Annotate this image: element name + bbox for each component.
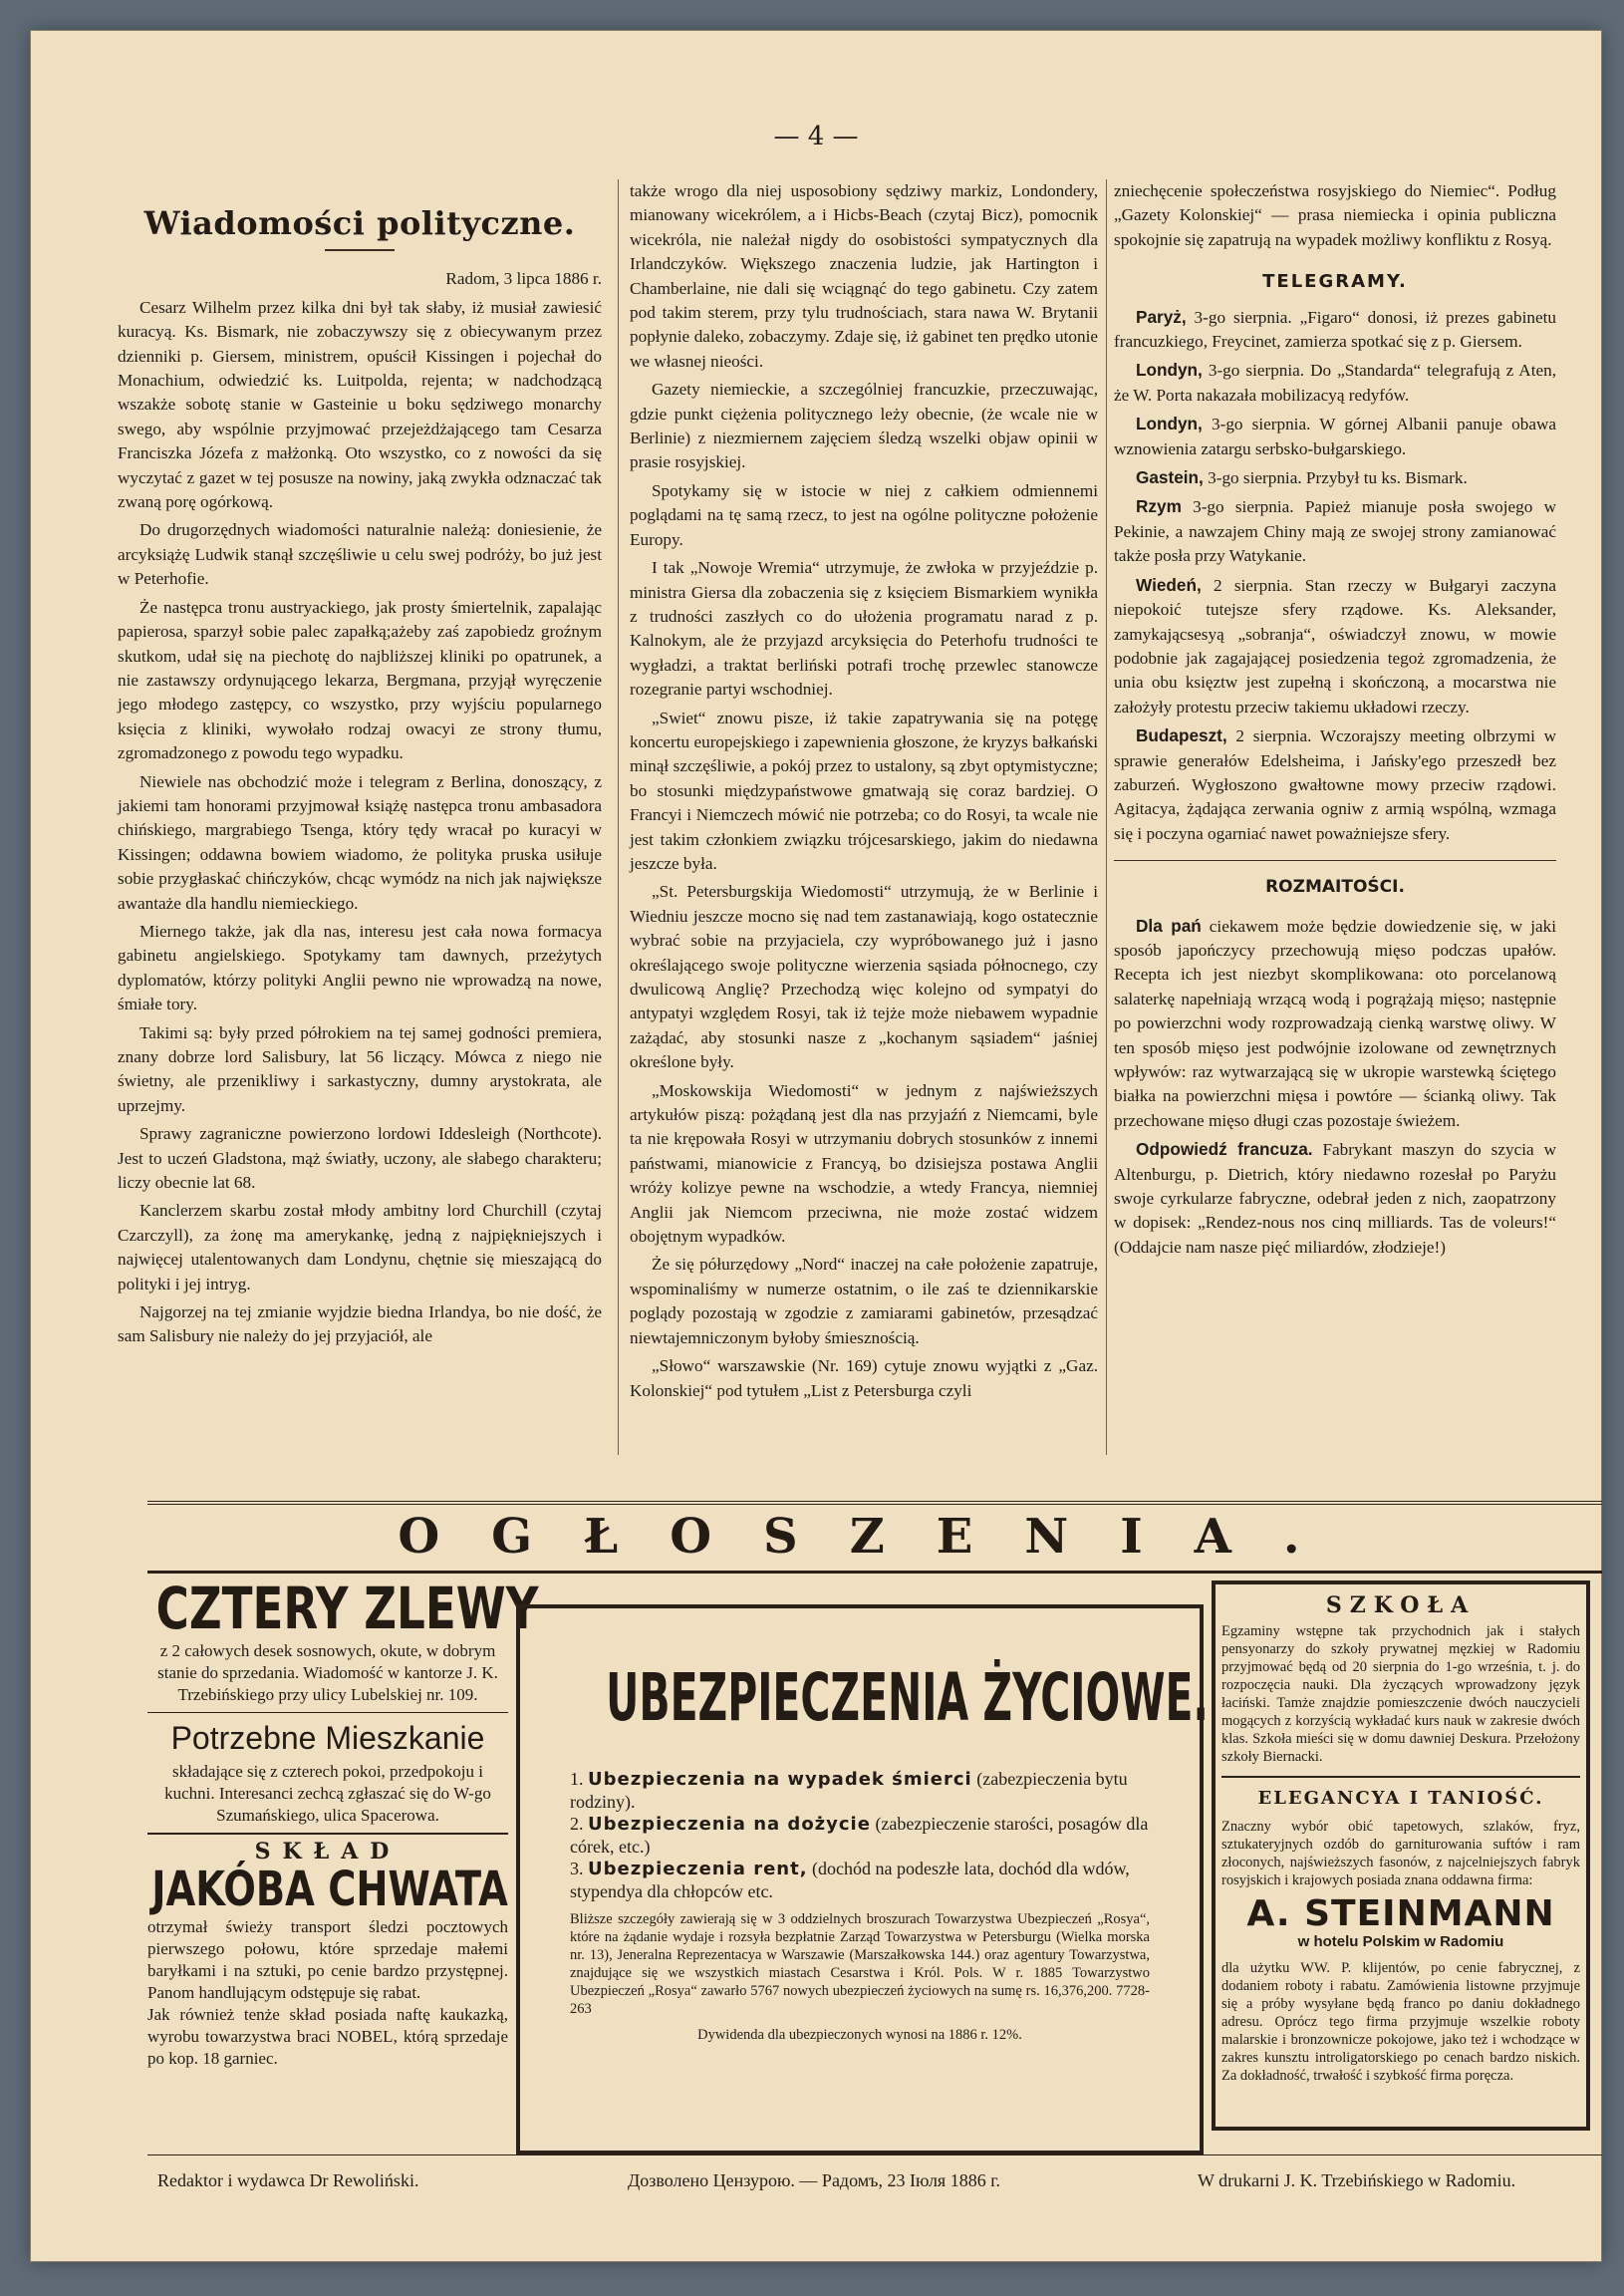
dateline: Radom, 3 lipca 1886 r. [445, 269, 602, 289]
item-number: 1. [570, 1769, 584, 1789]
ad-title-chwata: JAKÓBA CHWATA [151, 1862, 508, 1917]
telegram-text: 3-go sierpnia. Przybył tu ks. Bismark. [1203, 468, 1468, 488]
footer-printer: W drukarni J. K. Trzebińskiego w Radomiu. [1198, 2170, 1516, 2190]
page-number: — 4 — [773, 122, 859, 151]
misc-lead: Dla pań [1136, 915, 1202, 936]
misc-text: Fabrykant maszyn do szycia w Altenburgu, p. Dietrich, który niedawno rozesłał po Paryżu swoje cyrkularze fabryczne, odebrał jeden z nich, zaopatrzony w dopisek: „Rendez-nous nos cinq milliards. Tas de voleurs!“ (Oddajcie nam nasze pięć miliardów, złodzieje!) [1114, 1140, 1556, 1257]
telegram [1114, 573, 1556, 719]
paragraph: Że się półurzędowy „Nord“ inaczej na całe położenie zapatruje, wspominaliśmy w numerze ostatnim, o ile zaś te dziennikarskie poglądy pozostają w zgodzie z zamiarami gabinetów, przesądzać niewtajemniczonym byłoby śmiesznością. [630, 1255, 1098, 1347]
column-politics-continued [630, 179, 1098, 1407]
telegram [1114, 494, 1556, 568]
ad-classifieds [147, 1575, 539, 2135]
ad-title-sklad: SKŁAD [254, 1839, 402, 1865]
ad-firm-sub: w hotelu Polskim w Radomiu [1297, 1933, 1504, 1950]
paragraph: Sprawy zagraniczne powierzono lordowi Iddesleigh (Northcote). Jest to uczeń Gladstona, mąż światły, uczony, ale słabego charakteru; liczy obecnie lat 68. [118, 1124, 602, 1193]
telegram-text: 3-go sierpnia. Papież mianuje posła swojego w Pekinie, a nawzajem Chiny mają ze swojej strony zamianować także posła przy Watykanie. [1114, 497, 1556, 566]
paragraph: także wrogo dla niej usposobiony sędziwy markiz, Londondery, mianowany wicekrólem, a i Hicbs-Beach (czytaj Bicz), pomocnik wicekróla, nie należał nigdy do osobistości sympatycznych dla Irlandczyków. Większego znaczenia ludzie, jak Hartington i Chamberlaine, nie dali się wciągnąć do tego gabinetu. Czy zatem pod takim sterem, przy tylu trudnościach, stara nawa W. Brytanii popłynie daleko, zobaczymy. Zdaje się, iż gabinet ten prędko utonie we własnej nieości. [630, 181, 1098, 371]
telegram-text: 3-go sierpnia. W górnej Albanii panuje obawa wznowienia zatargu serbsko-bułgarskiego. [1114, 415, 1556, 458]
paragraph: Że następca tronu austryackiego, jak prosty śmiertelnik, zapalając papierosa, sparzył sobie palec zapałką;ażeby zaś zapobiedz groźnym skutkom, udał się na piechotę do najbliższej kliniki po opatrunek, a nie zastawszy ordynującego lekarza, Bergmana, przyjął wyręczenie jego młodego zastępcy, co wszystko, przy wyjściu popularnego księcia z kliniki, wywołało rodzaj owacyi ze strony tłumu, zgromadzonego z powodu tego wypadku. [118, 597, 602, 763]
item-bold: Ubezpieczenia na wypadek śmierci [588, 1769, 972, 1790]
ad-title-school: SZKOŁA [1325, 1592, 1477, 1618]
ad-text: z 2 całowych desek sosnowych, okute, w dobrym stanie do sprzedania. Wiadomość w kantorze J. K. Trzebińskiego przy ulicy Lubelskiej nr. 109. [157, 1641, 498, 1704]
paragraph: I tak „Nowoje Wremia“ utrzymuje, że zwłoka w przyjeździe p. ministra Giersa dla zobaczenia się z księciem Bismarkiem wynikła z trudności zaszłych co do ułożenia programatu narad z p. Kalnokym, ale że przyjazd arcyksięcia do Peterhofu trudności te wygładzi, a traktat berliński potrafi trochę przewlec stanowcze rozegranie partyi wschodniej. [630, 558, 1098, 700]
insurance-item [570, 1858, 1150, 1902]
column-rule-2 [1106, 179, 1107, 1455]
ad-firm-name: A. STEINMANN [1246, 1893, 1555, 1934]
paragraph: Do drugorzędnych wiadomości naturalnie należą: doniesienie, że arcyksiążę Ludwik stanął szczęśliwie u celu swej podróży, bo już jest w Peterhofie. [118, 520, 602, 589]
item-bold: Ubezpieczenia rent, [588, 1859, 808, 1879]
telegram [1114, 412, 1556, 461]
telegram-place: Londyn, [1136, 414, 1203, 434]
telegram-text: 2 sierpnia. Wczorajszy meeting olbrzymi w sprawie generałów Edelsheima, i Jańsky'ego przeszedł bez zaburzeń. Wygłoszono gwałtowne mowy przeciw rządowi. Agitacya, żądająca zerwania ogniw z armią wspólną, wzmaga się i poczyna ogarniać nawet poważniejsze sfery. [1114, 726, 1556, 843]
insurance-item [570, 1768, 1150, 1813]
paragraph: Miernego także, jak dla nas, interesu jest cała nowa formacya gabinetu angielskiego. Spotykamy tam dawnych, przeżytych dyplomatów, którzy polityki Anglii pewno nie wprowadzą na nowe, śmiałe tory. [118, 921, 602, 1014]
misc-item [1114, 914, 1556, 1134]
telegram [1114, 358, 1556, 408]
paragraph: Kanclerzem skarbu został młody ambitny lord Churchill (czytaj Czarczyll), za żonę ma amerykankę, jedną z najpiękniejszych i najwięcej utalentowanych dam Londynu, chętnie się mieszającą do polityki i jej intryg. [118, 1201, 602, 1293]
misc-lead: Odpowiedź francuza. [1136, 1139, 1313, 1160]
telegram-place: Budapeszt, [1136, 725, 1227, 746]
misc-text: ciekawem może będzie dowiedzenie się, w jaki sposób japończycy przechowują mięso podczas upałów. Recepta ich jest niezbyt skomplikowana: oto porcelanową salaterkę napełniają wrzącą wodą i pogrążają mięso; następnie po powierzchni wody rozprowadzają cienką warstwę oliwy. W ten sposób mięso jest podwójnie izolowane od zewnętrznych wpływów: raz wytwarzającą się w ukropie warstewką ściętego białka na powierzchni mięsa i powtóre — ścianką oliwy. Tak przechowane mięso długi czas pozostaje świeżem. [1114, 916, 1556, 1130]
paragraph: Gazety niemieckie, a szczególniej francuzkie, przeczuwając, gdzie punkt ciężenia politycznego leży obecnie, (że wcale nie w Berlinie) z niezmiernem zajęciem śledzą wszelki objaw opinii w prasie rosyjskiej. [630, 380, 1098, 472]
ads-banner: OGŁOSZENIA. [147, 1501, 1602, 1574]
misc-item [1114, 1137, 1556, 1260]
item-bold: Ubezpieczenia na dożycie [588, 1814, 871, 1835]
ad-school-and-steinmann [1212, 1580, 1590, 2131]
telegram-place: Wiedeń, [1136, 574, 1202, 595]
insurance-dividend: Dywidenda dla ubezpieczonych wynosi na 1886 r. 12%. [697, 2027, 1022, 2043]
ad-text: Znaczny wybór obić tapetowych, szlaków, fryz, sztukateryjnych ozdób do garniturowania suftów i ram złoconych, najświeższych fasonów, z najcelniejszych fabryk rosyjskich i krajowych posiada znana oddawna firma: [1221, 1819, 1580, 1888]
item-number: 3. [570, 1859, 584, 1878]
ad-text: Egzaminy wstępne tak przychodnich jak i stałych pensyonarzy do szkoły prywatnej męzkiej w Radomiu przyjmować będą od 20 sierpnia do 1-go września, t. j. do rozpoczęcia nauki. Dla życzących wprowadzony język łaciński. Tamże znajdzie pomieszczenie dwóch nauczycieli mogących z korzyścią wykładać kurs nauk w zakresie dwóch klas. Szkoła mieści się w domu dawniej Deskura. Przełożony szkoły Biernacki. [1221, 1623, 1580, 1765]
ad-text: dla użytku WW. P. klijentów, po cenie fabrycznej, z dodaniem roboty i rabatu. Zamówienia listowne przyjmuje się a próby wysyłane będą franco po daniu dokładnego adresu. Oprócz tego firma przyjmuje wszelkie roboty malarskie i bronzownicze pokojowe, jako też i wchodzące w zakres kunsztu introligatorskiego po cenach bardzo niskich. Za dokładność, trwałość i szybkość firma poręcza. [1221, 1960, 1580, 2084]
paragraph: zniechęcenie społeczeństwa rosyjskiego do Niemiec“. Podług „Gazety Kolonskiej“ — prasa niemiecka i opinia publiczna spokojnie się zapatrują na wypadek możliwy konfliktu z Rosyą. [1114, 181, 1556, 249]
telegram-text: 3-go sierpnia. Do „Standarda“ telegrafują z Aten, że W. Porta nakazała mobilizacyą redyfów. [1114, 361, 1556, 405]
ad-text: Jak również tenże skład posiada naftę kaukazką, wyrobu towarzystwa braci NOBEL, którą sprzedaje po kop. 18 garniec. [147, 2005, 508, 2068]
telegram-place: Londyn, [1136, 360, 1203, 381]
insurance-item [570, 1813, 1150, 1858]
paragraph: Cesarz Wilhelm przez kilka dni był tak słaby, iż musiał zawiesić kuracyą. Ks. Bismark, nie zobaczywszy się z obiecywanym przez dzienniki p. Giersem, ministrem, opuścił Kissingen i pojechał do Monachium, odwiedzić ks. Luitpolda, rejenta; w nadchodzącą wszakże sobotę stanie w Gasteinie u boku sędziwego monarchy swego, aby wspólnie przyjmować przejeżdżającego tam Cesarza Franciszka Józefa z małżonką. Oto wszystko, co z nowości da się wyczytać z gazet w tej posusze na nowiny, jaką zwykła odznaczać tak zwaną porę ogórkową. [118, 297, 602, 512]
telegram-place: Paryż, [1136, 306, 1187, 327]
title-rule [325, 249, 395, 251]
item-number: 2. [570, 1814, 584, 1834]
section-title-politics: Wiadomości polityczne. [143, 204, 576, 242]
section-title-telegrams: TELEGRAMY. [1262, 271, 1408, 293]
insurance-details: Bliższe szczegóły zawierają się w 3 oddzielnych broszurach Towarzystwa Ubezpieczeń „Rosya“, które na żądanie wydaje i rozsyła bezpłatnie Zarząd Towarzystwa w Petersburgu (Wielka morska nr. 13), Jeneralna Reprezentacya w Warszawie (Marszałkowska 144.) oraz agentury Towarzystwa, znajdujące się we wszystkich miastach Cesarstwa i Król. Pols. W r. 1885 Towarzystwo Ubezpieczeń „Rosya“ zawarło 5767 nowych ubezpieczeń życiowych na sumę rs. 16,376,200. 7728-263 [570, 1911, 1150, 2017]
paragraph: Najgorzej na tej zmianie wyjdzie biedna Irlandya, bo nie dość, że sam Salisbury nie należy do jej przyjaciół, ale [118, 1302, 602, 1346]
ad-rule [147, 1833, 508, 1835]
ad-text: otrzymał świeży transport śledzi pocztowych pierwszego połowu, które sprzedaje małemi baryłkami i na sztuki, po cenie bardzo przystępnej. Panom handlującym odstępuje się rabat. [147, 1917, 508, 2002]
paragraph: Spotykamy się w istocie w niej z całkiem odmiennemi poglądami na tę samą rzecz, to jest na ogólne polityczne położenie Europy. [630, 480, 1098, 549]
section-rule [1114, 860, 1556, 861]
item-rest: (dochód na podeszłe lata, dochód dla wdów, stypendya dla chłopców etc. [570, 1859, 1130, 1901]
telegram-place: Gastein, [1136, 467, 1204, 488]
column-politics [118, 179, 602, 1353]
paragraph: „St. Petersburgskija Wiedomosti“ utrzymują, że w Berlinie i Wiedniu jeszcze mocno się nad tem zastanawiają, kogo ostatecznie wybrać sobie na przyjaciela, czy wypróbowanego już i jasno określającego swoje polityczne wierzenia sąsiada północnego, czy dwulicową Anglię? Przechodzą więc kolejno od sympatyi do antypatyi względem Rosyi, tak iż tejże może niebawem wypadnie zażądać, aby stosunki nasze z „kochanym sąsiadem“ jaśniej określone były. [630, 882, 1098, 1072]
telegram-text: 2 sierpnia. Stan rzeczy w Bułgaryi zaczyna niepokoić tutejsze sfery rządowe. Ks. Aleksander, zamykającsesyą „sobranja“, oświadczył znowu, w mowie podobnie jak zagajającej posiedzenia tegoż zgromadzenia, że unia obu księztw jest zupełną i skończoną, a mocarstwa nie założyły protestu przeciw takiemu układowi rzeczy. [1114, 575, 1556, 717]
ad-title-insurance: UBEZPIECZENIA ŻYCIOWE. [606, 1659, 1209, 1736]
footer-editor: Redaktor i wydawca Dr Rewoliński. [157, 2170, 419, 2190]
column-rule-1 [618, 179, 619, 1455]
telegram [1114, 723, 1556, 846]
newspaper-page [30, 30, 1602, 2262]
item-rest: (zabezpieczenie starości, posagów dla córek, etc.) [570, 1814, 1149, 1857]
column-telegrams [1114, 179, 1556, 1264]
ad-title-zlewy: CZTERY ZLEWY [155, 1575, 539, 1642]
paragraph: Takimi są: były przed półrokiem na tej samej godności premiera, znany dobrze lord Salisbury, lat 56 liczący. Mówca z niego nie świetny, ale przenikliwy i sarkastyczny, dumny arystokrata, ale uprzejmy. [118, 1022, 602, 1115]
ad-title-elegancya: ELEGANCYA I TANIOŚĆ. [1257, 1788, 1544, 1809]
paragraph: „Swiet“ znowu pisze, iż takie zapatrywania się na potęgę koncertu europejskiego i zapewnienia głoszone, że kryzys bałkański minął szczęśliwie, a pokój przez to ustalony, są zbyt optymistyczne; bo stosunki międzypaństwowe gmatwają się coraz bardziej. O Francyi i Niemczech mówić nie potrzeba; co do Rosyi, ta wcale nie jest takim członkiem związku trójcesarskiego, jakim do niedawna jeszcze była. [630, 708, 1098, 873]
ad-text: składające się z czterech pokoi, przedpokoju i kuchni. Interesanci zechcą zgłaszać się do W-go Szumańskiego, ulica Spacerowa. [164, 1762, 491, 1825]
ad-rule [1221, 1776, 1580, 1778]
paragraph: „Moskowskija Wiedomosti“ w jednym z najświeższych artykułów piszą: pożądaną jest dla nas przyjaźń z Niemcami, byle ta nie krępowała Rosyi w utrzymaniu dobrych stosunków z innemi państwami, mianowicie z Francyą, bo dzisiejsza postawa Anglii wróży kolizye pewne na wschodzie, a wtedy Francya, niemniej Anglii jak Niemcom przeciwna, nie może zostać widzem obojętnym wypadków. [630, 1080, 1098, 1247]
paragraph: „Słowo“ warszawskie (Nr. 169) cytuje znowu wyjątki z „Gaz. Kolonskiej“ pod tytułem „List z Petersburga czyli [630, 1356, 1098, 1400]
telegram-text: 3-go sierpnia. „Figaro“ donosi, iż prezes gabinetu francuzkiego, Freycinet, zamierza spotkać się z p. Giersem. [1114, 307, 1556, 352]
footer-censor: Дозволено Цензурою. — Радомъ, 23 Iюля 1886 г. [628, 2170, 1001, 2190]
footer-rule [147, 2154, 1602, 2155]
telegram-place: Rzym [1136, 496, 1182, 517]
section-title-misc: ROZMAITOŚCI. [1265, 877, 1405, 898]
telegram [1114, 465, 1556, 490]
ad-title-mieszkanie: Potrzebne Mieszkanie [147, 1712, 508, 1757]
paragraph: Niewiele nas obchodzić może i telegram z Berlina, donoszący, z jakiemi tam honorami przyjmował książę następca tronu ambasadora chińskiego, margrabiego Tsenga, który tędy wracał po kuracyi w Kissingen; oddawna bowiem wiadomo, że polityka pruska usiłuje sobie przygłaskać chińczyków, chcąc wymódz na nich jak największe awantaże dla handlu niemieckiego. [118, 771, 602, 913]
telegram [1114, 305, 1556, 355]
ad-insurance [516, 1604, 1209, 2154]
item-rest: (zabezpieczenia bytu rodziny). [570, 1769, 1128, 1812]
